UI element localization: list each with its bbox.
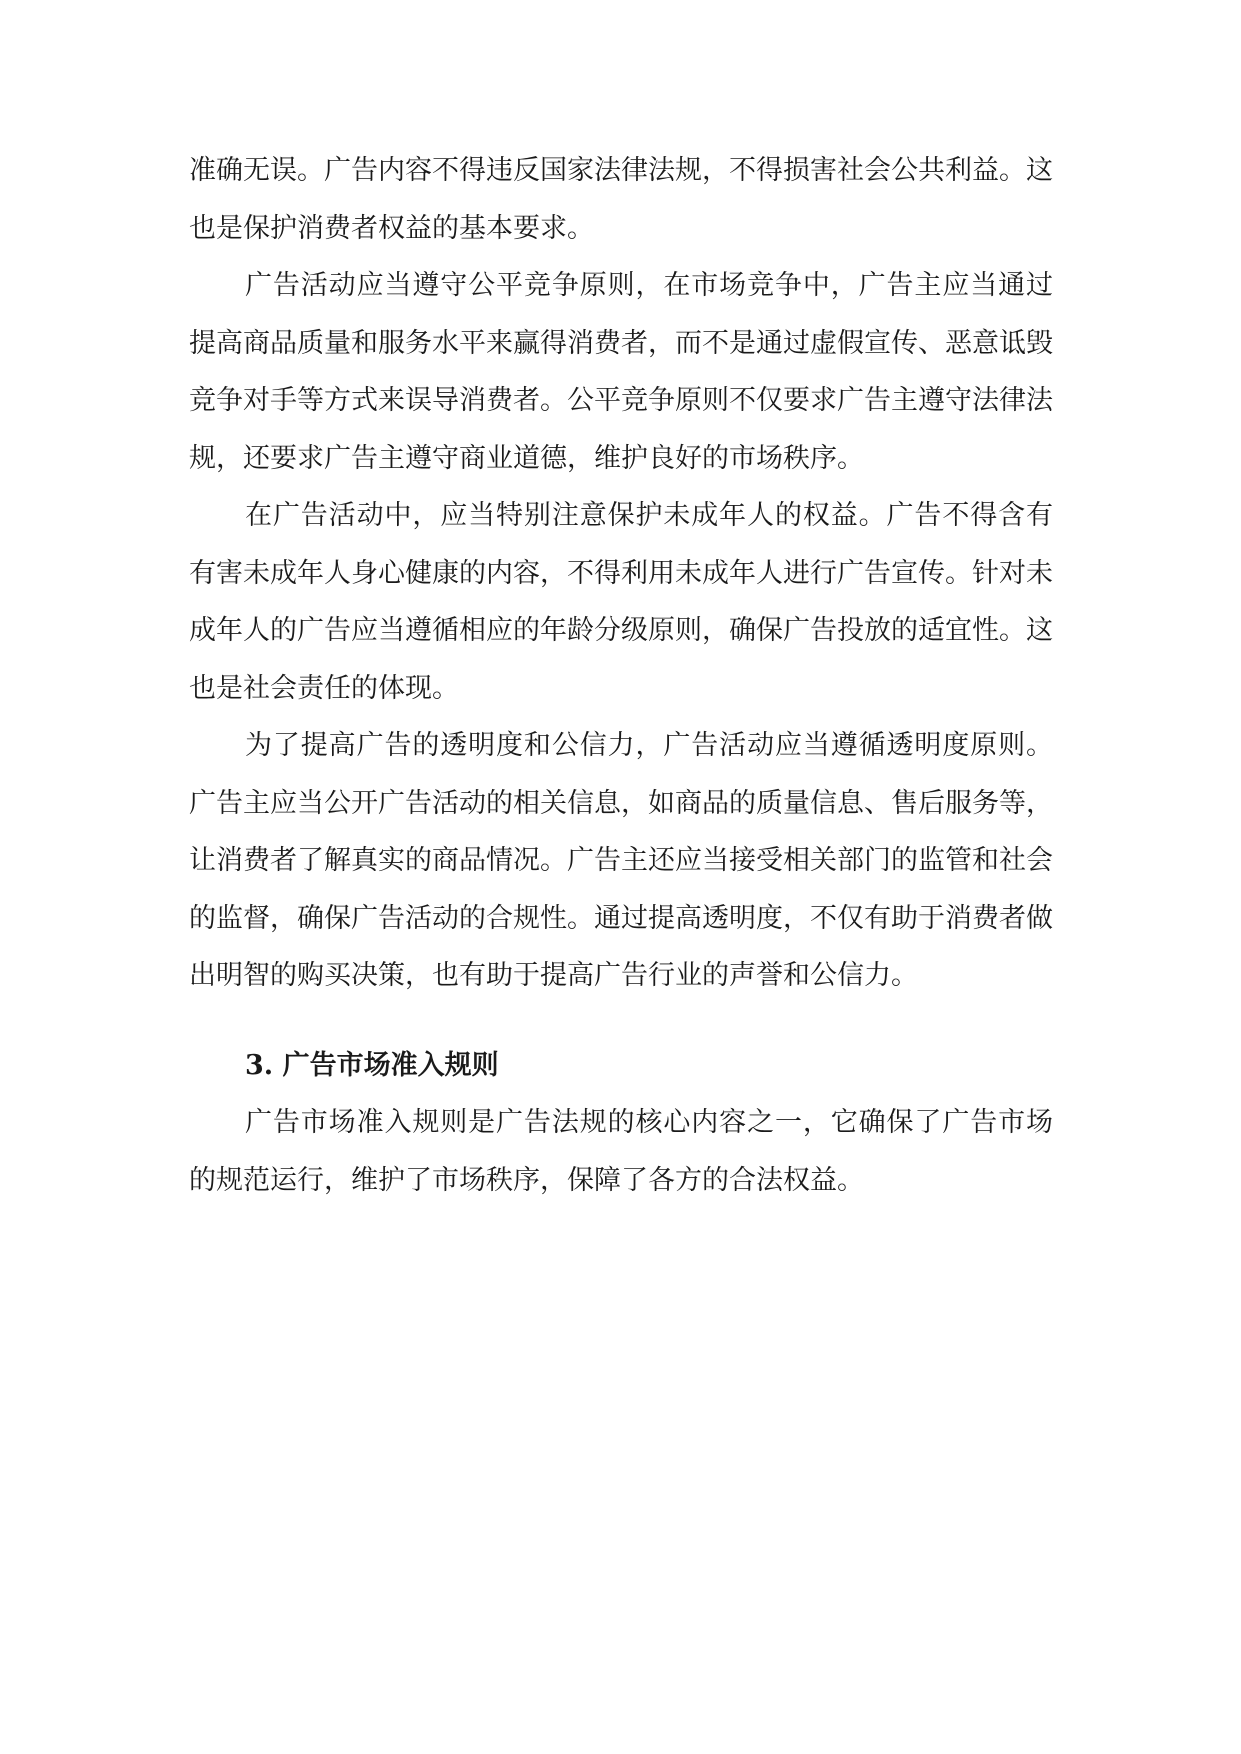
document-page bbox=[189, 142, 1053, 1209]
paragraph: 准确无误。广告内容不得违反国家法律法规，不得损害社会公共利益。这也是保护消费者权益的基本要求。 bbox=[189, 155, 1053, 244]
section-heading: 3. 广告市场准入规则 bbox=[245, 1049, 499, 1081]
paragraph: 广告市场准入规则是广告法规的核心内容之一，它确保了广告市场的规范运行，维护了市场秩序，保障了各方的合法权益。 bbox=[189, 1107, 1053, 1196]
paragraph: 广告活动应当遵守公平竞争原则，在市场竞争中，广告主应当通过提高商品质量和服务水平来赢得消费者，而不是通过虚假宣传、恶意诋毁竞争对手等方式来误导消费者。公平竞争原则不仅要求广告主遵守法律法规，还要求广告主遵守商业道德，维护良好的市场秩序。 bbox=[189, 270, 1053, 474]
paragraph: 为了提高广告的透明度和公信力，广告活动应当遵循透明度原则。广告主应当公开广告活动的相关信息，如商品的质量信息、售后服务等，让消费者了解真实的商品情况。广告主还应当接受相关部门的监管和社会的监督，确保广告活动的合规性。通过提高透明度，不仅有助于消费者做出明智的购买决策，也有助于提高广告行业的声誉和公信力。 bbox=[189, 730, 1053, 991]
paragraph: 在广告活动中，应当特别注意保护未成年人的权益。广告不得含有有害未成年人身心健康的内容，不得利用未成年人进行广告宣传。针对未成年人的广告应当遵循相应的年龄分级原则，确保广告投放的适宜性。这也是社会责任的体现。 bbox=[189, 500, 1053, 704]
